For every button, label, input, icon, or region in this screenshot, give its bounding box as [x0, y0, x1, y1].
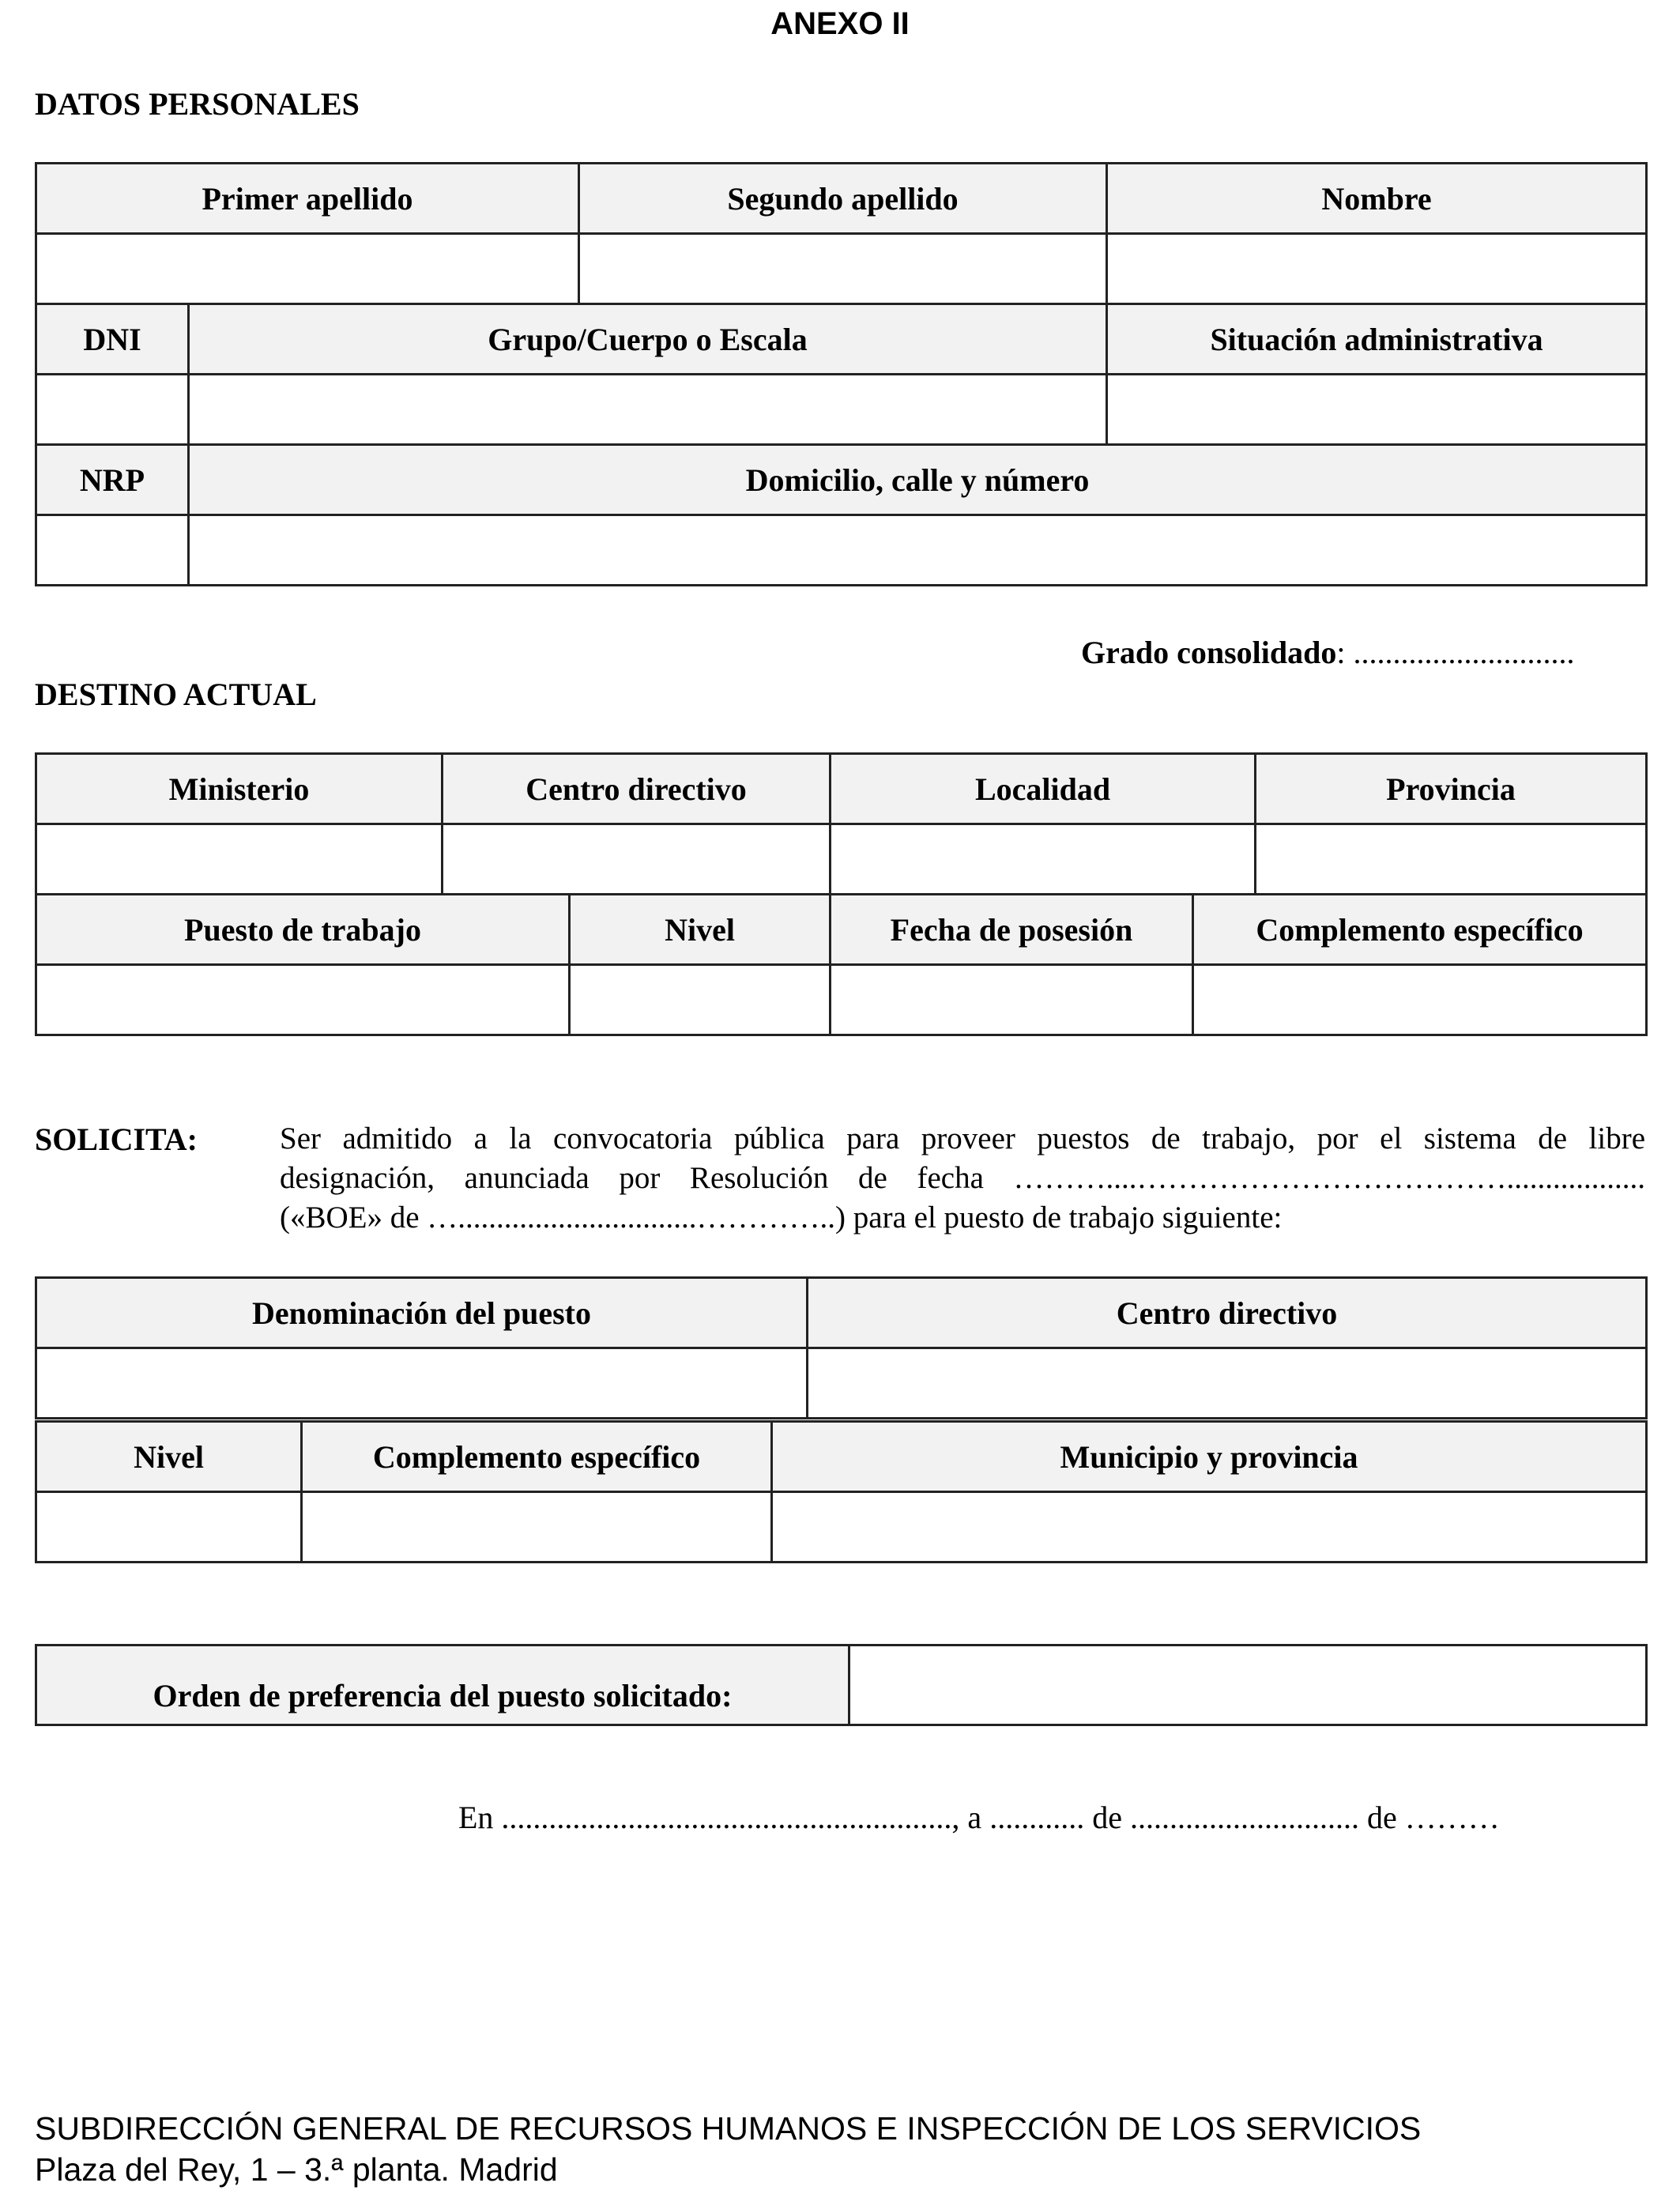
header-nivel: Nivel: [570, 895, 831, 965]
solicita-label: SOLICITA:: [35, 1122, 198, 1157]
footer-organization: SUBDIRECCIÓN GENERAL DE RECURSOS HUMANOS E INSPECCIÓN DE LOS SERVICIOS: [35, 2110, 1422, 2147]
field-localidad[interactable]: [831, 824, 1256, 895]
field-dni[interactable]: [36, 375, 189, 445]
solicita-text: [280, 1119, 1645, 1238]
grado-consolidado: [1081, 634, 1575, 671]
header-ministerio: Ministerio: [36, 754, 443, 824]
header-nrp: NRP: [36, 445, 189, 515]
header-puesto-de-trabajo: Puesto de trabajo: [36, 895, 570, 965]
field-puesto-de-trabajo[interactable]: [36, 965, 570, 1035]
header-primer-apellido: Primer apellido: [36, 164, 579, 234]
grado-label: Grado consolidado: [1081, 635, 1337, 670]
header-localidad: Localidad: [831, 754, 1256, 824]
destino-actual-table: [35, 752, 1648, 1036]
solicita-line-3: («BOE» de …...............................…………..) para el puesto de trabajo siguiente:: [280, 1201, 1283, 1235]
solicita-line-2: designación, anunciada por Resolución de fecha ………....………………………………..................: [280, 1161, 1645, 1195]
orden-preferencia-table: [35, 1644, 1648, 1726]
header-centro-directivo-puesto: Centro directivo: [808, 1278, 1647, 1348]
field-primer-apellido[interactable]: [36, 234, 579, 304]
field-fecha-de-posesion[interactable]: [831, 965, 1193, 1035]
header-dni: DNI: [36, 304, 189, 375]
header-nombre: Nombre: [1107, 164, 1647, 234]
field-orden-de-preferencia[interactable]: [849, 1646, 1647, 1725]
field-situacion-administrativa[interactable]: [1107, 375, 1647, 445]
datos-personales-table: [35, 162, 1648, 586]
header-municipio-y-provincia: Municipio y provincia: [772, 1422, 1647, 1492]
field-nivel-puesto[interactable]: [36, 1492, 302, 1563]
field-centro-directivo[interactable]: [443, 824, 831, 895]
header-situacion-administrativa: Situación administrativa: [1107, 304, 1647, 375]
field-nivel[interactable]: [570, 965, 831, 1035]
header-denominacion-del-puesto: Denominación del puesto: [36, 1278, 808, 1348]
header-nivel-puesto: Nivel: [36, 1422, 302, 1492]
field-provincia[interactable]: [1256, 824, 1647, 895]
solicita-line-1: Ser admitido a la convocatoria pública para proveer puestos de trabajo, por el sistema de libre: [280, 1122, 1645, 1155]
field-municipio-y-provincia[interactable]: [772, 1492, 1647, 1563]
section-heading-datos-personales: DATOS PERSONALES: [35, 86, 360, 122]
footer-address: Plaza del Rey, 1 – 3.ª planta. Madrid: [35, 2151, 558, 2188]
header-domicilio: Domicilio, calle y número: [189, 445, 1647, 515]
grado-blank: : ............................: [1336, 635, 1575, 670]
header-orden-de-preferencia: Orden de preferencia del puesto solicitado:: [36, 1646, 849, 1725]
field-centro-directivo-puesto[interactable]: [808, 1348, 1647, 1419]
field-grupo-cuerpo-escala[interactable]: [189, 375, 1107, 445]
field-complemento-especifico-puesto[interactable]: [302, 1492, 772, 1563]
header-grupo-cuerpo-escala: Grupo/Cuerpo o Escala: [189, 304, 1107, 375]
header-segundo-apellido: Segundo apellido: [579, 164, 1107, 234]
field-segundo-apellido[interactable]: [579, 234, 1107, 304]
puesto-solicitado-table-2: [35, 1420, 1648, 1563]
header-complemento-especifico-puesto: Complemento específico: [302, 1422, 772, 1492]
header-fecha-de-posesion: Fecha de posesión: [831, 895, 1193, 965]
header-provincia: Provincia: [1256, 754, 1647, 824]
header-complemento-especifico: Complemento específico: [1193, 895, 1647, 965]
puesto-solicitado-table: [35, 1276, 1648, 1419]
field-domicilio[interactable]: [189, 515, 1647, 586]
fecha-lugar-line: En ........................................................., a ............ de ............................. de ………: [458, 1800, 1500, 1835]
field-complemento-especifico[interactable]: [1193, 965, 1647, 1035]
field-nombre[interactable]: [1107, 234, 1647, 304]
page-title: ANEXO II: [770, 6, 910, 41]
section-heading-destino-actual: DESTINO ACTUAL: [35, 677, 317, 712]
field-nrp[interactable]: [36, 515, 189, 586]
header-centro-directivo: Centro directivo: [443, 754, 831, 824]
field-ministerio[interactable]: [36, 824, 443, 895]
field-denominacion-del-puesto[interactable]: [36, 1348, 808, 1419]
